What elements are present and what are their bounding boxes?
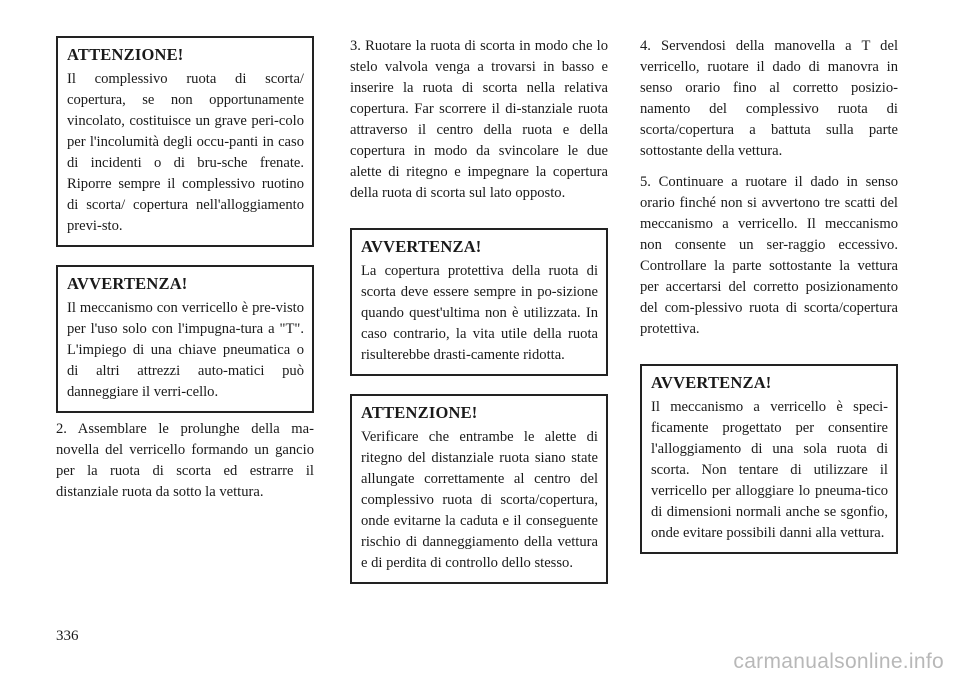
warning-title: AVVERTENZA! (67, 274, 188, 293)
step-3-paragraph: 3. Ruotare la ruota di scorta in modo che lo stelo valvola venga a trovarsi in basso e inserire la ruota di scorta nella relativa copertura. Far scorrere il di-stanziale ruota attraverso il centro della ruota e della copertura in modo da svincolare le due alette di ritegno e impegnare la copertura della ruota di scorta sul lato opposto. (350, 38, 608, 201)
column-left (56, 36, 314, 513)
warning-title: ATTENZIONE! (67, 45, 184, 64)
warning-title: ATTENZIONE! (361, 403, 478, 422)
page-number: 336 (56, 628, 79, 644)
column-right (640, 36, 898, 554)
step-5-paragraph: 5. Continuare a ruotare il dado in senso orario finché non si avvertono tre scatti del meccanismo a verricello. Il meccanismo non consente un ser-raggio eccessivo. Controllare la parte sottostante la vettura per accertarsi del corretto posizionamento del com-plessivo ruota di scorta/copertura protettiva. (640, 174, 898, 337)
warning-title: AVVERTENZA! (651, 373, 772, 392)
watermark-text: carmanualsonline.info (733, 650, 944, 673)
step-4-paragraph: 4. Servendosi della manovella a T del verricello, ruotare il dado di manovra in senso orario fino al corretto posizio-namento del complessivo ruota di scorta/copertura a battuta sulla parte sottostante della vettura. (640, 38, 898, 159)
warning-box-avvertenza (640, 364, 898, 554)
warning-text: La copertura protettiva della ruota di scorta deve essere sempre in po-sizione quando quest'ultima non è utilizzata. In caso contrario, la vita utile della ruota risulterebbe drasti-camente ridotta. (361, 263, 598, 363)
warning-text: Verificare che entrambe le alette di ritegno del distanziale ruota siano state allungate correttamente al centro del complessivo ruota di scorta/copertura, onde evitarne la caduta e il conseguente rischio di danneggiamento della vettura e di perdita di controllo dello stesso. (361, 429, 598, 571)
warning-box-avvertenza (350, 228, 608, 376)
warning-title: AVVERTENZA! (361, 237, 482, 256)
warning-text: Il meccanismo con verricello è pre-visto per l'uso solo con l'impugna-tura a "T". L'impiego di una chiave pneumatica o di altri attrezzi auto-matici può danneggiare il verri-cello. (67, 300, 304, 400)
warning-text: Il meccanismo a verricello è speci-ficamente progettato per consentire l'alloggiamento di una sola ruota di scorta. Non tentare di utilizzare il verricello per alloggiare lo pneuma-tico di dimensioni normali anche se sgonfio, onde evitare possibili danni alla vettura. (651, 399, 888, 541)
warning-box-avvertenza (56, 265, 314, 413)
column-middle (350, 36, 608, 584)
warning-box-attenzione (350, 394, 608, 584)
warning-text: Il complessivo ruota di scorta/ copertura, se non opportunamente vincolato, costituisce un grave peri-colo per l'incolumità degli occu-panti in caso di incidenti o di bru-sche frenate. Riporre sempre il complessivo ruotino di scorta/ copertura nell'alloggiamento previ-sto. (67, 71, 304, 234)
step-2-paragraph: 2. Assemblare le prolunghe della ma-novella del verricello formando un gancio per la ruota di scorta ed estrarre il distanziale ruota da sotto la vettura. (56, 421, 314, 500)
warning-box-attenzione (56, 36, 314, 247)
